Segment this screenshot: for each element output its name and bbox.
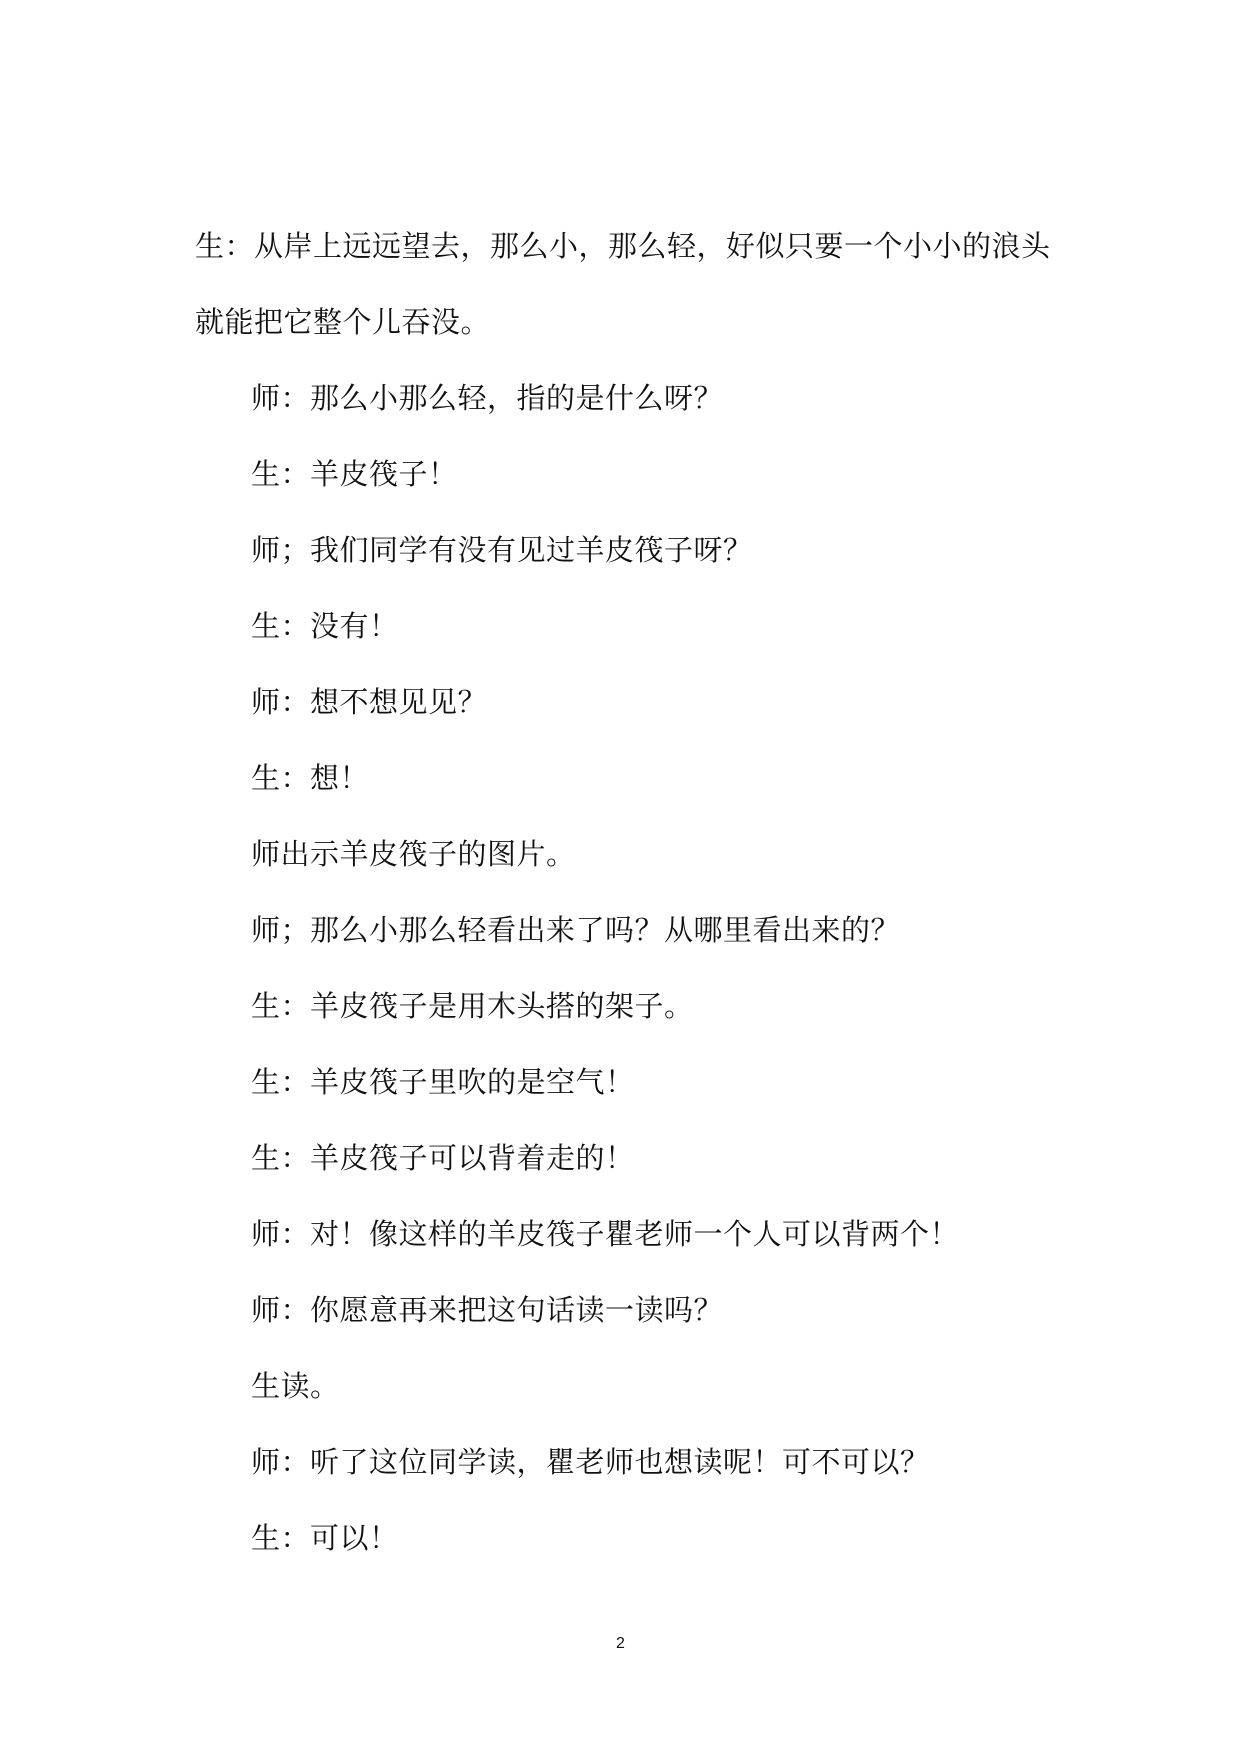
paragraph-line: 师：你愿意再来把这句话读一读吗？ xyxy=(251,1293,724,1327)
paragraph-line: 生：羊皮筏子可以背着走的！ xyxy=(251,1141,635,1175)
paragraph-line: 就能把它整个儿吞没。 xyxy=(195,305,491,339)
paragraph-line: 生：从岸上远远望去，那么小，那么轻，好似只要一个小小的浪头 xyxy=(195,229,1051,263)
paragraph-line: 师；那么小那么轻看出来了吗？从哪里看出来的？ xyxy=(251,913,901,947)
paragraph-line: 生：没有！ xyxy=(251,609,399,643)
paragraph-line: 师出示羊皮筏子的图片。 xyxy=(251,837,576,871)
page-number: 2 xyxy=(616,1635,625,1652)
paragraph-line: 师：想不想见见？ xyxy=(251,685,488,719)
paragraph-line: 生：想！ xyxy=(251,761,370,795)
paragraph-line: 师；我们同学有没有见过羊皮筏子呀？ xyxy=(251,533,753,567)
paragraph-line: 师：对！像这样的羊皮筏子瞿老师一个人可以背两个！ xyxy=(251,1217,960,1251)
paragraph-line: 生读。 xyxy=(251,1369,340,1403)
paragraph-line: 生：羊皮筏子！ xyxy=(251,457,458,491)
paragraph-line: 生：可以！ xyxy=(251,1521,399,1555)
paragraph-line: 生：羊皮筏子是用木头搭的架子。 xyxy=(251,989,694,1023)
paragraph-line: 师：听了这位同学读，瞿老师也想读呢！可不可以？ xyxy=(251,1445,930,1479)
paragraph-line: 师：那么小那么轻，指的是什么呀？ xyxy=(251,381,724,415)
paragraph-line: 生：羊皮筏子里吹的是空气！ xyxy=(251,1065,635,1099)
